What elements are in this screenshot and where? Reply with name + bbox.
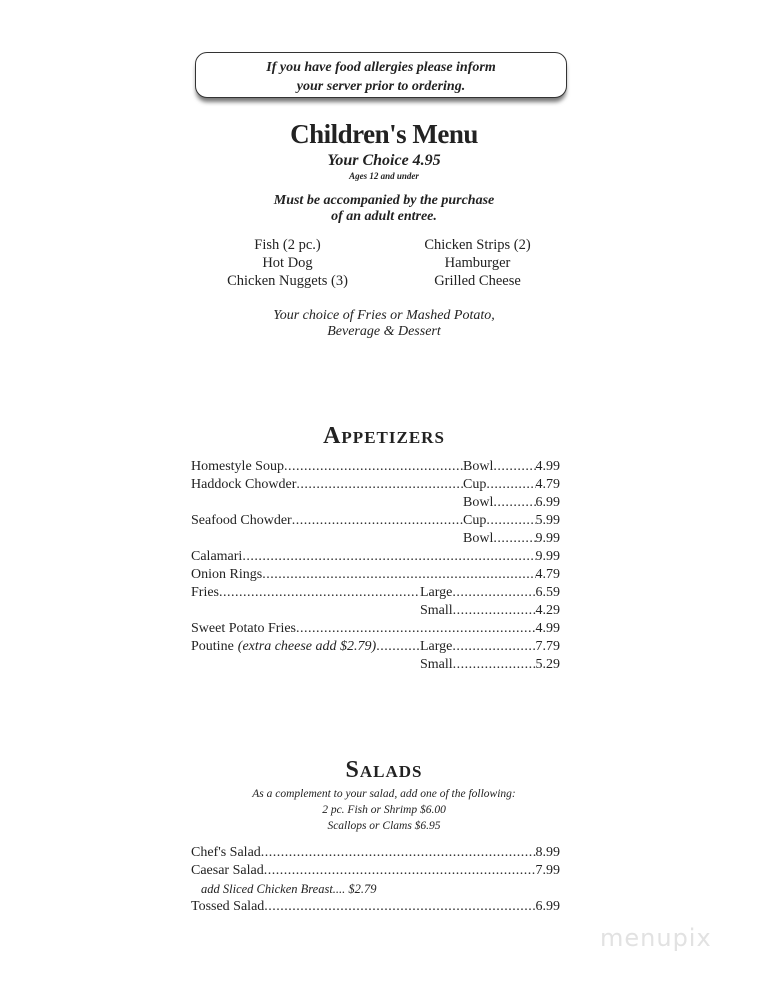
dot-leader: [453, 656, 536, 674]
menu-item-row: [191, 512, 560, 530]
childrens-items-right: [390, 236, 565, 290]
menu-item-size: Bowl: [463, 495, 494, 510]
menu-item-size: Bowl: [463, 459, 494, 474]
dot-leader: [261, 844, 536, 862]
salads-addon: 2 pc. Fish or Shrimp $6.00: [322, 804, 446, 816]
salad-note: add Sliced Chicken Breast.... $2.79: [201, 882, 377, 896]
dot-leader: [493, 530, 535, 548]
allergy-notice-line: If you have food allergies please inform: [266, 60, 496, 75]
dot-leader: [453, 602, 536, 620]
dot-leader: [452, 638, 535, 656]
menu-item-price: 9.99: [535, 549, 560, 564]
menu-item-right: [463, 530, 560, 548]
salad-item-name: Tossed Salad: [191, 899, 265, 914]
menu-item-name: Fries: [191, 585, 219, 600]
childrens-item: Grilled Cheese: [434, 273, 521, 289]
menu-item-name: Seafood Chowder: [191, 513, 292, 528]
salads-addons: [0, 786, 768, 834]
menu-item-size: Small: [420, 603, 453, 618]
menu-item-right: [463, 494, 560, 512]
menu-item-name: Onion Rings: [191, 567, 263, 582]
salad-item-price: 7.99: [535, 863, 560, 878]
dot-leader: [292, 512, 463, 530]
menu-item-size: Cup: [463, 477, 487, 492]
dot-leader: [296, 476, 463, 494]
menu-item-note: (extra cheese add $2.79): [237, 639, 377, 654]
childrens-menu-title: Children's Menu: [290, 119, 478, 149]
salad-item-row: [191, 862, 560, 880]
requirement-line: of an adult entree.: [331, 209, 437, 224]
menu-item-name: Homestyle Soup: [191, 459, 284, 474]
menu-item-left: [191, 530, 463, 548]
menu-item-row: [191, 548, 560, 566]
menu-item-left: [191, 638, 420, 656]
watermark: menupix: [600, 924, 712, 952]
menu-item-left: [191, 656, 420, 674]
appetizers-title: Appetizers: [323, 423, 445, 449]
requirement-line: Must be accompanied by the purchase: [273, 193, 495, 208]
childrens-ages: Ages 12 and under: [349, 171, 419, 181]
menu-item-row: [191, 602, 560, 620]
salads-addon: Scallops or Clams $6.95: [327, 820, 441, 832]
childrens-item: Fish (2 pc.): [254, 237, 321, 253]
salads-list: [191, 844, 560, 916]
menu-item-price: 5.29: [535, 657, 560, 672]
menu-item-row: [191, 566, 560, 584]
allergy-notice-banner: [195, 52, 567, 98]
childrens-price: Your Choice 4.95: [327, 152, 441, 169]
childrens-requirement: [0, 193, 768, 225]
childrens-items-left: [200, 236, 375, 290]
menu-item-left: [191, 494, 463, 512]
salad-item-row: [191, 844, 560, 862]
salads-title: Salads: [345, 757, 423, 783]
childrens-item: Chicken Nuggets (3): [227, 273, 348, 289]
menu-item-name: Haddock Chowder: [191, 477, 297, 492]
menu-item-price: 6.59: [535, 585, 560, 600]
menu-item-left: [191, 584, 420, 602]
menu-item-row: [191, 638, 560, 656]
childrens-item: Hot Dog: [262, 255, 313, 271]
menu-item-size: Large: [420, 585, 453, 600]
salad-item-price: 6.99: [535, 899, 560, 914]
menu-item-row: [191, 476, 560, 494]
dot-leader: [296, 620, 536, 638]
menu-item-left: [191, 476, 463, 494]
menu-item-right: [463, 512, 560, 530]
salads-intro: As a complement to your salad, add one of the following:: [252, 788, 516, 800]
menu-item-price: 9.99: [535, 531, 560, 546]
sides-line: Beverage & Dessert: [327, 324, 441, 339]
allergy-notice-line: your server prior to ordering.: [296, 79, 466, 94]
menu-item-right: [420, 638, 560, 656]
menu-item-size: Cup: [463, 513, 487, 528]
dot-leader: [242, 548, 535, 566]
dot-leader: [262, 566, 535, 584]
appetizers-list: [191, 458, 560, 674]
dot-leader: [493, 494, 535, 512]
menu-item-name: Sweet Potato Fries: [191, 621, 296, 636]
dot-leader: [493, 458, 535, 476]
menu-item-price: 4.99: [535, 621, 560, 636]
dot-leader: [486, 476, 535, 494]
menu-item-right: [463, 476, 560, 494]
salad-item-row: [191, 898, 560, 916]
menu-item-size: Large: [420, 639, 453, 654]
childrens-sides: [0, 308, 768, 340]
menu-item-price: 4.99: [535, 459, 560, 474]
childrens-item: Chicken Strips (2): [424, 237, 531, 253]
menu-item-row: [191, 656, 560, 674]
menu-item-right: [420, 584, 560, 602]
dot-leader: [284, 458, 463, 476]
salad-item-price: 8.99: [535, 845, 560, 860]
dot-leader: [452, 584, 535, 602]
menu-item-left: [191, 602, 420, 620]
menu-item-row: [191, 494, 560, 512]
dot-leader: [486, 512, 535, 530]
menu-item-right: [420, 602, 560, 620]
menu-item-row: [191, 584, 560, 602]
menu-item-left: [191, 458, 463, 476]
salad-item-name: Chef's Salad: [191, 845, 261, 860]
dot-leader: [264, 862, 536, 880]
menu-item-price: 5.99: [535, 513, 560, 528]
menu-item-price: 4.79: [535, 477, 560, 492]
menu-item-price: 4.79: [535, 567, 560, 582]
menu-item-left: [191, 512, 463, 530]
sides-line: Your choice of Fries or Mashed Potato,: [273, 308, 495, 323]
menu-item-price: 7.79: [535, 639, 560, 654]
menu-item-name: Calamari: [191, 549, 243, 564]
menu-item-price: 6.99: [535, 495, 560, 510]
menu-item-size: Bowl: [463, 531, 494, 546]
menu-item-row: [191, 458, 560, 476]
menu-item-row: [191, 620, 560, 638]
menu-item-name: Poutine: [191, 639, 234, 654]
menu-item-right: [420, 656, 560, 674]
menu-item-size: Small: [420, 657, 453, 672]
dot-leader: [264, 898, 535, 916]
dot-leader: [219, 584, 420, 602]
childrens-item: Hamburger: [444, 255, 511, 271]
salad-item-name: Caesar Salad: [191, 863, 264, 878]
menu-item-price: 4.29: [535, 603, 560, 618]
dot-leader: [376, 638, 420, 656]
menu-item-right: [463, 458, 560, 476]
menu-item-row: [191, 530, 560, 548]
